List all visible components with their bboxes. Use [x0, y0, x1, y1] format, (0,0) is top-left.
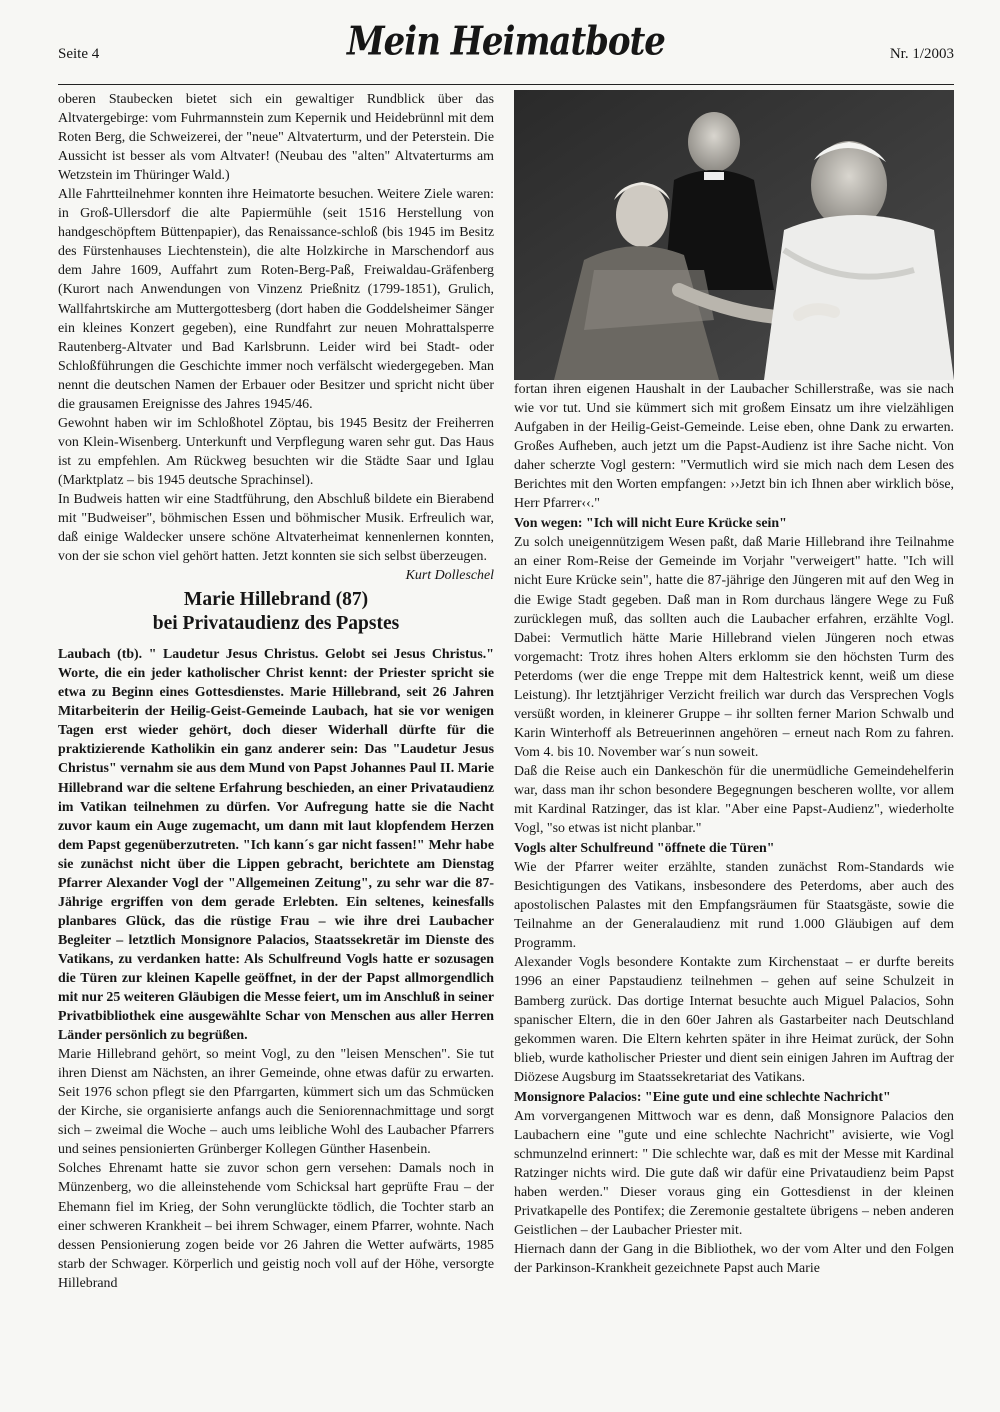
page-header [58, 19, 954, 66]
page-number: Seite 4 [58, 46, 100, 62]
right-paragraph-4: Wie der Pfarrer weiter erzählte, standen zunächst Rom-Standards wie Besichtigungen des Vatikans, insbesondere des Peterdoms, aber auch des apostolischen Palastes mit den Empfangsräumen für Staatsgäste, sowie die Teilnahme an der Generalaudienz mit rund 1.000 Gläubigen auf dem Programm. [514, 860, 954, 952]
article-lead: Laubach (tb). " Laudetur Jesus Christus. Gelobt sei Jesus Christus." Worte, die ein jeder katholischer Christ kennt: der Priester spricht sie etwa zu Beginn eines Gottesdienstes. Marie Hillebrand, seit 26 Jahren Mitarbeiterin der Heilig-Geist-Gemeinde Laubach, hat sie vor wenigen Tagen erst wieder gehört, doch dieser Widerhall dürfte für die praktizierende Katholikin ein ganz anderer sein: Das "Laudetur Jesus Christus" vernahm sie aus dem Mund von Papst Johannes Paul II. Marie Hillebrand war die seltene Erfahrung beschieden, an einer Privataudienz im Vatikan teilnehmen zu dürfen. Vor Aufregung hatte sie die Nacht zuvor kaum ein Auge zugemacht, um dann mit laut klopfendem Herzen dem Papst gegenüberzutreten. "Ich kann´s gar nicht fassen!" Mehr habe sie zunächst nicht über die Lippen gebracht, berichtete am Dienstag Pfarrer Alexander Vogl der "Allgemeinen Zeitung", zu sehr war die 87-Jährige ergriffen von dem gerade Erlebten. Ein seltenes, keinesfalls planbares Glück, das die rüstige Frau – wie ihre drei Laubacher Begleiter – letztlich Monsignore Palacios, Staatssekretär im Dienste des Vatikans, zu verdanken hatte: Als Schulfreund Vogls hatte er sozusagen die Türen zur kleinen Kapelle geöffnet, in der der Papst allmorgendlich mit nur 25 weiteren Gläubigen die Messe feiert, um im Anschluß in seiner Privatbibliothek eine ausgewählte Schar von Menschen aus aller Herren Länder persönlich zu begrüßen. [58, 647, 494, 1044]
masthead-logo: Mein Heimatbote [347, 19, 665, 65]
body-paragraph-2: Solches Ehrenamt hatte sie zuvor schon gern versehen: Damals noch in Münzenberg, wo die alleinstehende vom Schicksal hart geprüfte Frau – der Ehemann fiel im Krieg, der Sohn verunglückte tödlich, die Tochter starb an einer schweren Krankheit – bei ihrem Schwager, einem Pfarrer, wohnte. Nach dessen Pensionierung zogen beide vor 26 Jahren die Wetter aufwärts, 1985 starb der Schwager. Körperlich und geistig noch voll auf der Höhe, versorgte Hillebrand [58, 1161, 494, 1291]
right-paragraph-6: Am vorvergangenen Mittwoch war es denn, daß Monsignore Palacios den Laubachern eine "gute und eine schlechte Nachricht" avisierte, wie Vogl schmunzelnd erinnert: " Die schlechte war, daß es mit der Messe mit Kardinal Ratzinger nichts wird. Die gute daß wir dafür eine Privataudienz beim Papst haben werden." Dieser voraus ging ein Gottesdienst in der kleinen Privatkapelle des Pontifex; die Zeremonie gestaltete übrigens – neben anderen Geistlichen – der Laubacher Priester mit. [514, 1108, 954, 1239]
intro-paragraph-3: Gewohnt haben wir im Schloßhotel Zöptau, bis 1945 Besitz der Freiherren von Klein-Wisenberg. Unterkunft und Verpflegung waren sehr gut. Das Haus ist zu empfehlen. Am Rückweg besuchten wir die Städte Saar und Iglau (Marktplatz – bis 1945 deutsche Sprachinsel). [58, 415, 494, 488]
subheading-1: Von wegen: "Ich will nicht Eure Krücke sein" [514, 516, 787, 532]
intro-paragraph-2: Alle Fahrtteilnehmer konnten ihre Heimatorte besuchen. Weitere Ziele waren: in Groß-Ullersdorf die alte Papiermühle (seit 1516 Herstellung von handgeschöpftem Büttenpapier), das Renaissance-schloß (bis 1945 im Besitz des Fürstenhauses Liechtenstein), die alte Holzkirche in Marschendorf aus dem Jahre 1609, Auffahrt zum Roten-Berg-Paß, Freiwaldau-Gräfenberg (Kurort nach Anwendungen von Vinzenz Prießnitz (1799-1851), Grulich, Wallfahrtskirche am Muttergottesberg (dort haben die Goddelsheimer Sänger ein kleines Konzert gegeben), eine Rundfahrt zur neuen Mohrattalsperre Rautenberg-Altvater und Bad Karlsbrunn. Leider wird bei Stadt- oder Schloßführungen die Geschichte immer noch verfälscht wiedergegeben. Man nennt die deutschen Namen der Erbauer oder Besitzer und spricht nicht über die grausamen Ereignisse des Jahres 1945/46. [58, 187, 494, 412]
right-paragraph-7: Hiernach dann der Gang in die Bibliothek, wo der vom Alter und den Folgen der Parkinson-Krankheit gezeichnete Papst auch Marie [514, 1242, 954, 1277]
author-signature: Kurt Dolleschel [405, 568, 494, 584]
right-column [514, 90, 954, 1278]
right-paragraph-3: Daß die Reise auch ein Dankeschön für die unermüdliche Gemeindehelferin war, dass man ihr schon besondere Begegnungen bescheren wollte, vor allem mit Kardinal Ratzinger, das ist klar. "Aber eine Papst-Audienz", wiederholte Vogl, "so etwas ist nicht planbar." [514, 763, 954, 837]
photo-illustration [514, 90, 954, 380]
article-title-line-1: Marie Hillebrand (87) [183, 589, 369, 611]
right-paragraph-2: Zu solch uneigennützigem Wesen paßt, daß Marie Hillebrand ihre Teilnahme an einer Rom-Reise der Gemeinde im Vorjahr "verweigert" hatte. "Ich will nicht Eure Krücke sein", hatte die 87-jährige den Jüngeren mit auf den Weg in die Ewige Stadt gegeben. Daß man in Rom durchaus längere Wege zu Fuß zurücklegen muß, das sollten auch die Laubacher erfahren, erzählte Vogl. Dabei: Vermutlich hätte Marie Hillebrand vielen Jüngeren noch etwas vorgemacht: Trotz ihres hohen Alters erklomm sie den höchsten Turm des Peterdoms (wer die enge Treppe mit dem Haltestrick kennt, weiß um diese Leistung). Ihr letztjähriger Verzicht freilich war durch das Versprechen Vogls versüßt worden, in kleinerer Gruppe – ihr sollten ferner Marion Schwalb und Karin Winterhoff als Betreuerinnen angehören – erneut nach Rom zu fahren. Vom 4. bis 10. November war´s nun soweit. [514, 535, 954, 760]
audience-photo [514, 90, 954, 380]
right-paragraph-5: Alexander Vogls besondere Kontakte zum Kirchenstaat – er durfte bereits 1996 an einer Papstaudienz teilnehmen – gehen auf seine Schulzeit in Bamberg zurück. Das dortige Internat besuchte auch Miguel Palacios, Sohn spanischer Eltern, die in den 60er Jahren als Gastarbeiter nach Deutschland gekommen waren. Die Eltern kehrten später in ihre Heimat zurück, der Sohn blieb, wurde katholischer Priester und dient sein einigen Jahren im Auftrag der Diözese Augsburg im Staatssekretariat des Vatikans. [514, 955, 954, 1085]
right-paragraph-1: fortan ihren eigenen Haushalt in der Laubacher Schillerstraße, was sie nach wie vor tut. Und sie kümmert sich mit großem Einsatz um ihre vielzähligen Aufgaben in der Heilig-Geist-Gemeinde. Leise eben, ohne Dank zu erwarten. Großes Aufheben, auch jetzt um die Papst-Audienz ist ihre Sache nicht. Von daher scherzte Vogl gestern: "Vermutlich wird sie mich nach dem Lesen des Berichtes mit den Worten empfangen: ››Jetzt bin ich Ihnen aber wirklich böse, Herr Pfarrer‹‹." [514, 382, 954, 512]
intro-text: In Budweis hatten wir eine Stadtführung, den Abschluß bildete ein Bierabend mit "Budweiser", böhmischen Essen und böhmischer Musik. Erfreulich war, daß einige Waldecker unsere schöne Altvaterheimat kennenlernen konnten, von der sie schon viel gehört hatten. Jetzt konnten sie sich selbst überzeugen. [58, 491, 494, 565]
issue-number: Nr. 1/2003 [889, 46, 954, 62]
intro-paragraph-1: oberen Staubecken bietet sich ein gewaltiger Rundblick über das Altvatergebirge: vom Fuhrmannstein zum Kepernik und Heidebrünnl mit dem Roten Berg, die Schweizerei, der "neue" Altvaterturm, und der Peterstein. Die Aussicht ist besser als vom Altvater! (Neubau des "alten" Altvaterturms am Wetzstein im Thüringer Wald.) [58, 92, 494, 184]
intro-paragraph-4 [58, 490, 494, 584]
article-title [58, 588, 494, 636]
subheading-2: Vogls alter Schulfreund "öffnete die Türen" [514, 841, 775, 857]
subheading-3: Monsignore Palacios: "Eine gute und eine schlechte Nachricht" [514, 1089, 891, 1105]
article-title-line-2: bei Privataudienz des Papstes [152, 613, 400, 635]
body-paragraph-1: Marie Hillebrand gehört, so meint Vogl, zu den "leisen Menschen". Sie tut ihren Dienst am Nächsten, an ihrer Gemeinde, ohne etwas dafür zu erwarten. Seit 1976 schon pflegt sie den Pfarrgarten, kümmert sich um das Schmücken der Kirche, sie organisierte anfangs auch die Seniorennachmittage und sorgt sich – zweimal die Woche – auch ums leibliche Wohl des Laubacher Pfarrers und seines pensionierten Grünberger Kollegen Günther Hasenbein. [58, 1047, 494, 1158]
header-rule [58, 84, 954, 85]
left-column [58, 90, 494, 1293]
